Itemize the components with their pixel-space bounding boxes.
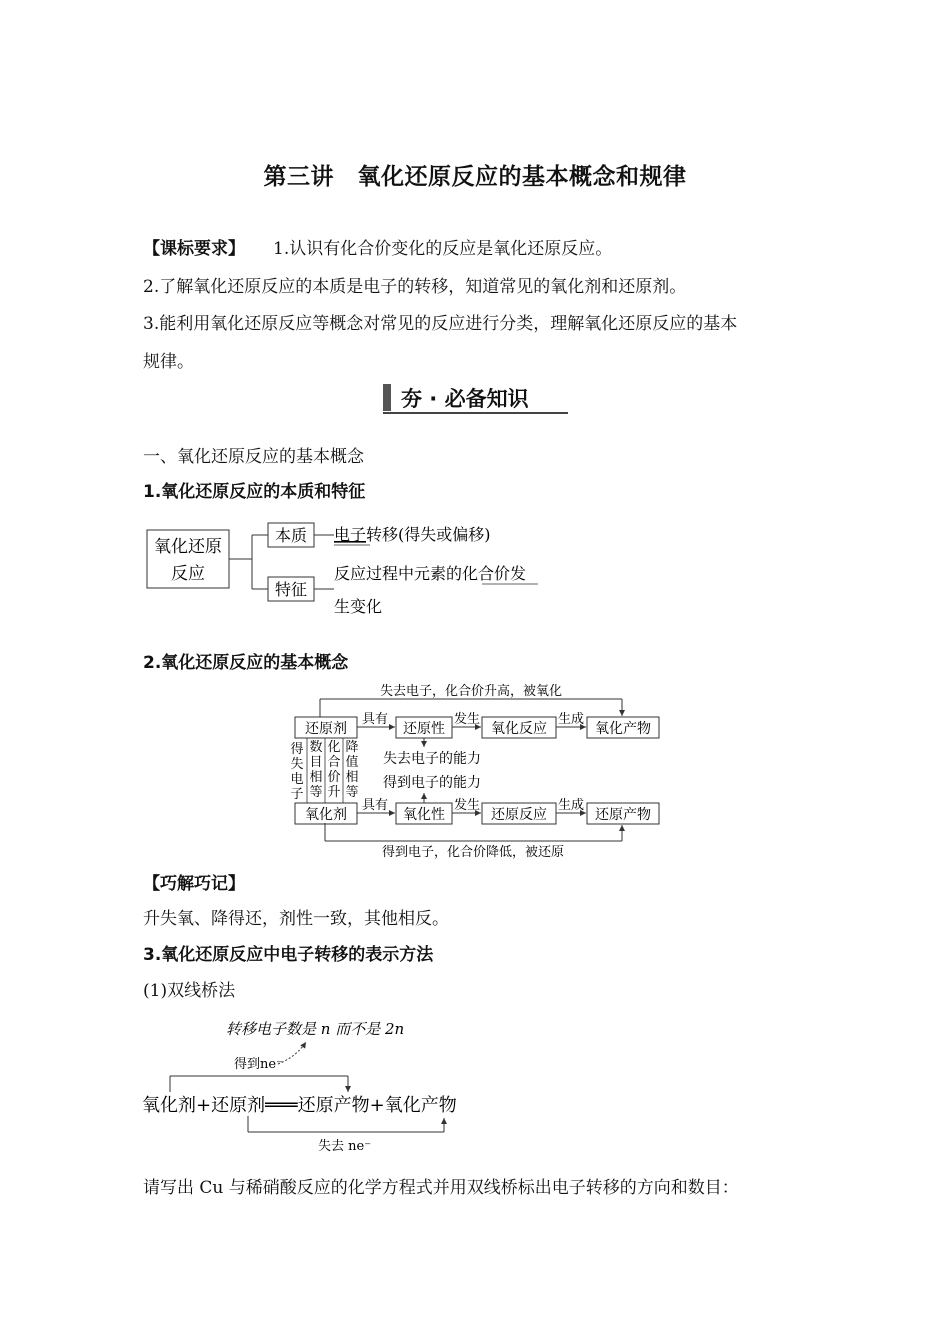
svg-text:值: 值 [345,755,359,770]
svg-text:相: 相 [345,770,359,785]
banner-bar [383,384,391,411]
generates-label-bottom: 生成 [557,798,585,813]
svg-text:化: 化 [327,740,341,755]
occurs-label-bottom: 发生 [453,798,481,813]
essence-label: 本质 [274,526,308,545]
lose-ability: 失去电子的能力 [383,751,481,767]
basic-concepts-diagram [285,683,665,863]
method-1: (1)双线桥法 [143,981,236,1001]
section1-heading: 一、氧化还原反应的基本概念 [143,447,364,467]
generates-label-top: 生成 [557,712,585,727]
svg-text:失: 失 [290,757,304,772]
svg-text:子: 子 [290,787,304,802]
svg-text:相: 相 [309,770,323,785]
double-bridge-diagram [138,1012,518,1162]
svg-text:电: 电 [290,772,304,787]
has-label-bottom: 具有 [361,798,389,813]
prompt-text: 请写出 Cu 与稀硝酸反应的化学方程式并用双线桥标出电子转移的方向和数目： [143,1178,739,1198]
svg-text:等: 等 [309,785,323,800]
oxidizability-label: 氧化性 [403,807,445,823]
section-banner [383,383,568,413]
oxidant-label: 氧化剂 [305,807,347,823]
feature-line2: 生变化 [334,597,383,616]
reduction-reaction-label: 还原反应 [491,807,547,823]
banner-text: 夯 · 必备知识 [401,387,529,411]
transfer-note: 转移电子数是 n 而不是 2n [226,1020,405,1038]
reduction-product-label: 还原产物 [595,807,651,823]
requirement-1: 1.认识有化合价变化的反应是氧化还原反应。 [273,239,613,259]
gain-label: 得到ne⁻ [234,1057,283,1072]
requirement-2: 2.了解氧化还原反应的本质是电子的转移，知道常见的氧化剂和还原剂。 [143,277,687,297]
svg-text:等: 等 [345,785,359,800]
has-label-top: 具有 [361,712,389,727]
feature-line1: 反应过程中元素的化合价发 [334,564,527,583]
svg-text:升: 升 [327,785,341,800]
mnemonic-label: 【巧解巧记】 [143,874,245,894]
redox-box-line2: 反应 [171,564,205,584]
requirement-3-line1: 3.能利用氧化还原反应等概念对常见的反应进行分类，理解氧化还原反应的基本 [143,314,738,334]
reducer-label: 还原剂 [305,721,347,737]
section1-sub1: 1.氧化还原反应的本质和特征 [143,482,366,502]
essence-feature-diagram [140,515,600,625]
section3-heading: 3.氧化还原反应中电子转移的表示方法 [143,945,434,965]
svg-text:得: 得 [290,742,304,757]
section1-sub2: 2.氧化还原反应的基本概念 [143,653,349,673]
bottom-note: 得到电子，化合价降低，被还原 [381,845,565,860]
svg-text:数: 数 [309,740,323,755]
equation: 氧化剂+还原剂═══还原产物+氧化产物 [142,1095,457,1116]
occurs-label-top: 发生 [453,712,481,727]
feature-label: 特征 [274,580,308,599]
oxidation-reaction-label: 氧化反应 [491,721,547,737]
vertical-column-labels [290,739,358,802]
svg-text:合: 合 [327,755,341,770]
oxidation-product-label: 氧化产物 [595,721,651,737]
page-title: 第三讲 氧化还原反应的基本概念和规律 [263,164,687,190]
gain-ability: 得到电子的能力 [383,775,481,791]
lose-label: 失去 ne⁻ [318,1139,372,1154]
redox-box-line1: 氧化还原 [154,537,222,557]
requirements-label: 【课标要求】 [143,239,245,259]
svg-text:目: 目 [309,755,323,770]
svg-text:价: 价 [327,770,341,785]
svg-text:降: 降 [345,740,359,755]
banner-underline [383,412,568,414]
mnemonic-text: 升失氧、降得还，剂性一致，其他相反。 [143,909,449,929]
top-note: 失去电子，化合价升高，被氧化 [379,684,563,699]
requirement-3-line2: 规律。 [143,352,194,372]
essence-text: 电子转移(得失或偏移) [334,525,491,544]
reducibility-label: 还原性 [403,721,445,737]
requirements-line1 [143,238,612,260]
